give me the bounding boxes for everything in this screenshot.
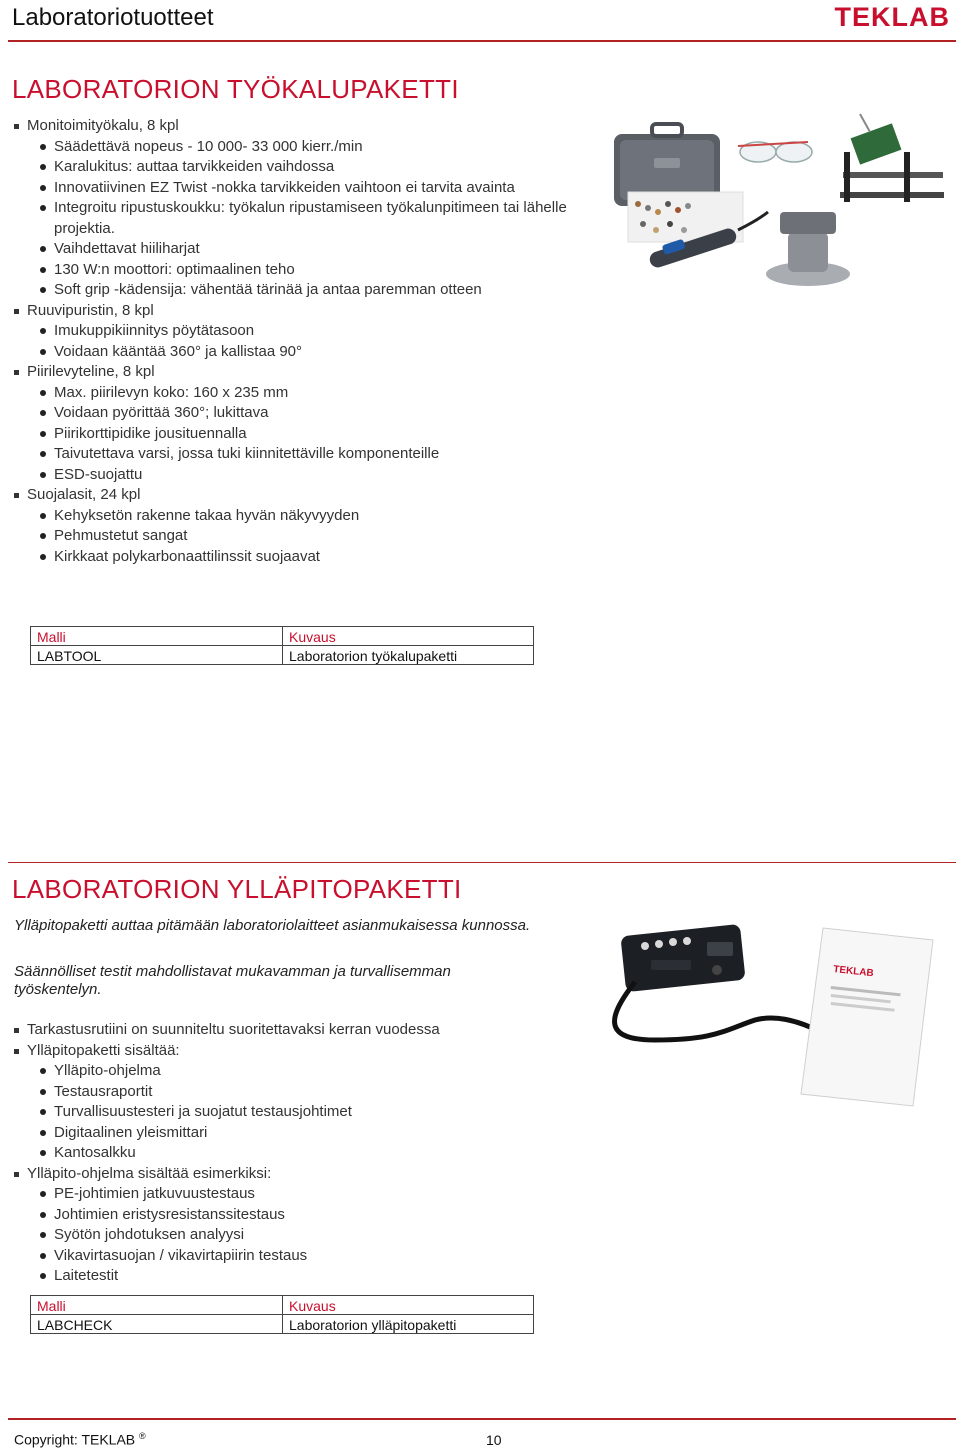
sub-list-item: Max. piirilevyn koko: 160 x 235 mm xyxy=(0,383,580,404)
sub-list-item: Vaihdettavat hiiliharjat xyxy=(0,239,580,260)
section-title-toolkit: LABORATORION TYÖKALUPAKETTI xyxy=(12,74,459,104)
sub-list-item: Testausraportit xyxy=(0,1082,580,1103)
sub-list-item: Kirkkaat polykarbonaattilinssit suojaavat xyxy=(0,547,580,568)
table-cell-description: Laboratorion ylläpitopaketti xyxy=(283,1315,534,1334)
sub-list-item: Kantosalkku xyxy=(0,1143,580,1164)
table-header-description: Kuvaus xyxy=(283,627,534,646)
page-number: 10 xyxy=(486,1432,502,1448)
list-item: Ylläpitopaketti sisältää: xyxy=(0,1041,580,1062)
footer-copyright-text: Copyright: TEKLAB xyxy=(14,1431,136,1448)
list-item: Ylläpito-ohjelma sisältää esimerkiksi: xyxy=(0,1164,580,1185)
maintenance-product-image xyxy=(595,920,950,1110)
toolkit-model-table xyxy=(30,626,534,665)
sub-list-item: Piirikorttipidike jousituennalla xyxy=(0,424,580,445)
sub-list-item: Voidaan kääntää 360° ja kallistaa 90° xyxy=(0,342,580,363)
header-divider xyxy=(8,40,956,42)
sub-list-item: Soft grip -kädensija: vähentää tärinää ja antaa paremman otteen xyxy=(0,280,580,301)
sub-list-item: Taivutettava varsi, jossa tuki kiinnitettäville komponenteille xyxy=(0,444,580,465)
page-header-title: Laboratoriotuotteet xyxy=(12,4,214,31)
sub-list-item: Digitaalinen yleismittari xyxy=(0,1123,580,1144)
sub-list-item: Imukuppikiinnitys pöytätasoon xyxy=(0,321,580,342)
list-item: Ruuvipuristin, 8 kpl xyxy=(0,301,580,322)
circuit-board-holder-icon xyxy=(840,114,944,202)
table-cell-model: LABCHECK xyxy=(31,1315,283,1334)
footer-divider xyxy=(8,1418,956,1420)
list-item: Piirilevyteline, 8 kpl xyxy=(0,362,580,383)
vise-icon xyxy=(766,212,850,286)
table-cell-description: Laboratorion työkalupaketti xyxy=(283,646,534,665)
section-title-maintenance: LABORATORION YLLÄPITOPAKETTI xyxy=(12,874,462,904)
sub-list-item: Voidaan pyörittää 360°; lukittava xyxy=(0,403,580,424)
list-item: Suojalasit, 24 kpl xyxy=(0,485,580,506)
sub-list-item: Ylläpito-ohjelma xyxy=(0,1061,580,1082)
manual-logo-text: TEKLAB xyxy=(832,964,875,980)
list-item: Tarkastusrutiini on suunniteltu suoritettavaksi kerran vuodessa xyxy=(0,1020,580,1041)
sub-list-item: Karalukitus: auttaa tarvikkeiden vaihdossa xyxy=(0,157,580,178)
table-header-model: Malli xyxy=(31,627,283,646)
sub-list-item: Kehyksetön rakenne takaa hyvän näkyvyyden xyxy=(0,506,580,527)
maintenance-feature-list xyxy=(0,1020,580,1287)
toolkit-feature-list xyxy=(0,116,580,567)
sub-list-item: Vikavirtasuojan / vikavirtapiirin testaus xyxy=(0,1246,580,1267)
sub-list-item: Pehmustetut sangat xyxy=(0,526,580,547)
maintenance-intro-1: Ylläpitopaketti auttaa pitämään laboratoriolaitteet asianmukaisessa kunnossa. xyxy=(14,917,531,934)
safety-glasses-icon xyxy=(738,142,812,162)
maintenance-intro-2: Säännölliset testit mahdollistavat mukavamman ja turvallisemman työskentelyn. xyxy=(14,963,451,998)
sub-list-item: Syötön johdotuksen analyysi xyxy=(0,1225,580,1246)
registered-mark: ® xyxy=(139,1431,146,1441)
sub-list-item: PE-johtimien jatkuvuustestaus xyxy=(0,1184,580,1205)
footer-copyright xyxy=(14,1431,146,1448)
sub-list-item: 130 W:n moottori: optimaalinen teho xyxy=(0,260,580,281)
sub-list-item: Innovatiivinen EZ Twist -nokka tarvikkeiden vaihtoon ei tarvita avainta xyxy=(0,178,580,199)
maintenance-model-table xyxy=(30,1295,534,1334)
sub-list-item: Laitetestit xyxy=(0,1266,580,1287)
sub-list-item: Säädettävä nopeus - 10 000- 33 000 kierr./min xyxy=(0,137,580,158)
list-item: Monitoimityökalu, 8 kpl xyxy=(0,116,580,137)
table-cell-model: LABTOOL xyxy=(31,646,283,665)
teklab-logo: TEKLAB xyxy=(834,2,950,32)
sub-list-item: Turvallisuustesteri ja suojatut testausjohtimet xyxy=(0,1102,580,1123)
section-divider xyxy=(8,862,956,863)
toolkit-product-image xyxy=(608,112,948,292)
table-header-description: Kuvaus xyxy=(283,1296,534,1315)
sub-list-item: Johtimien eristysresistanssitestaus xyxy=(0,1205,580,1226)
sub-list-item: ESD-suojattu xyxy=(0,465,580,486)
safety-tester-icon xyxy=(620,924,745,992)
maintenance-manual-icon xyxy=(801,928,933,1106)
table-header-model: Malli xyxy=(31,1296,283,1315)
sub-list-item: Integroitu ripustuskoukku: työkalun ripustamiseen työkalunpitimeen tai lähelle projektia. xyxy=(0,198,580,239)
